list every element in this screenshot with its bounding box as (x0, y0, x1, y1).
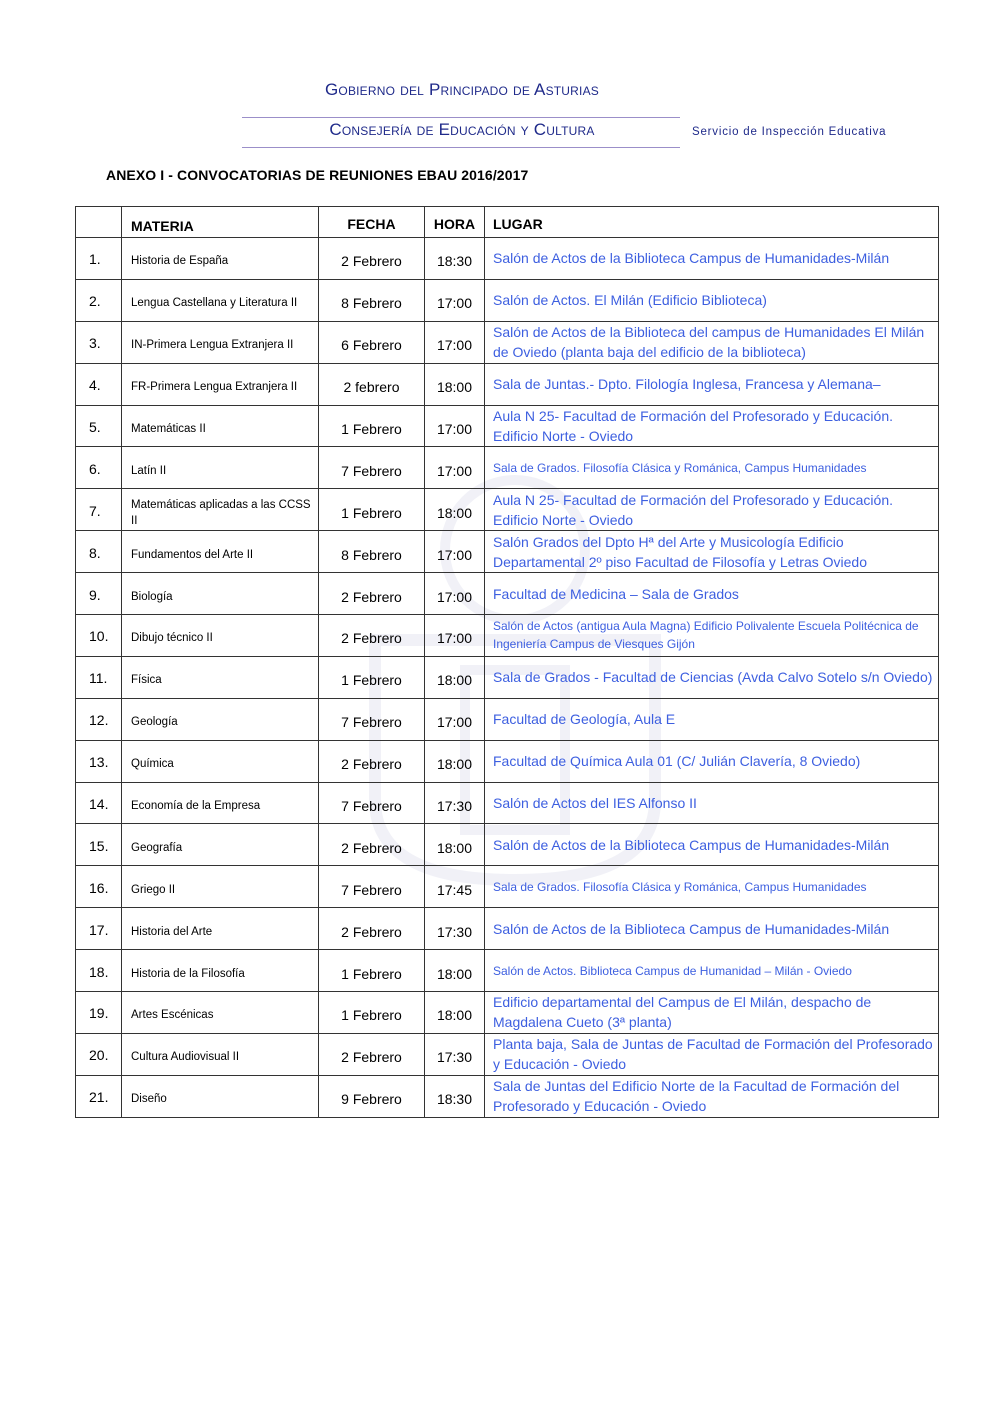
table-row (76, 824, 939, 866)
materia-cell: Biología (122, 573, 319, 615)
materia-cell: Historia de España (122, 238, 319, 280)
table-row (76, 782, 939, 824)
fecha-cell: 2 Febrero (319, 740, 425, 782)
row-number: 11. (76, 656, 122, 698)
table-row (76, 279, 939, 321)
hora-cell: 18:30 (425, 1075, 485, 1117)
government-title: Gobierno del Principado de Asturias (324, 80, 599, 99)
table-row (76, 573, 939, 615)
fecha-cell: 2 Febrero (319, 824, 425, 866)
fecha-cell: 1 Febrero (319, 656, 425, 698)
table-row (76, 238, 939, 280)
table-row (76, 531, 939, 573)
materia-cell: Geografía (122, 824, 319, 866)
row-number: 18. (76, 950, 122, 992)
column-header-hora: HORA (425, 207, 485, 238)
hora-cell: 18:00 (425, 824, 485, 866)
hora-cell: 17:00 (425, 279, 485, 321)
document-title: ANEXO I - CONVOCATORIAS DE REUNIONES EBAU 2016/2017 (106, 167, 529, 183)
materia-cell: Química (122, 740, 319, 782)
fecha-cell: 2 Febrero (319, 615, 425, 657)
row-number: 17. (76, 908, 122, 950)
fecha-cell: 9 Febrero (319, 1075, 425, 1117)
lugar-cell: Sala de Grados. Filosofía Clásica y Románica, Campus Humanidades (485, 866, 939, 908)
hora-cell: 17:45 (425, 866, 485, 908)
hora-cell: 17:00 (425, 405, 485, 447)
lugar-cell: Salón de Actos. Biblioteca Campus de Humanidad – Milán - Oviedo (485, 950, 939, 992)
table-row (76, 740, 939, 782)
row-number: 20. (76, 1033, 122, 1075)
row-number: 3. (76, 321, 122, 363)
hora-cell: 17:00 (425, 447, 485, 489)
table-row (76, 1033, 939, 1075)
lugar-cell: Salón de Actos del IES Alfonso II (485, 782, 939, 824)
hora-cell: 18:00 (425, 363, 485, 405)
lugar-cell: Aula N 25- Facultad de Formación del Profesorado y Educación. Edificio Norte - Oviedo (485, 405, 939, 447)
lugar-cell: Planta baja, Sala de Juntas de Facultad de Formación del Profesorado y Educación - Oviedo (485, 1033, 939, 1075)
materia-cell: FR-Primera Lengua Extranjera II (122, 363, 319, 405)
table-row (76, 656, 939, 698)
service-name: Servicio de Inspección Educativa (692, 126, 887, 138)
row-number: 1. (76, 238, 122, 280)
hora-cell: 17:00 (425, 531, 485, 573)
lugar-cell: Facultad de Medicina – Sala de Grados (485, 573, 939, 615)
lugar-cell: Salón Grados del Dpto Hª del Arte y Musicología Edificio Departamental 2º piso Facultad de Filosofía y Letras Oviedo (485, 531, 939, 573)
row-number: 8. (76, 531, 122, 573)
materia-cell: Cultura Audiovisual II (122, 1033, 319, 1075)
meetings-table (75, 206, 939, 1118)
materia-cell: Diseño (122, 1075, 319, 1117)
materia-cell: Lengua Castellana y Literatura II (122, 279, 319, 321)
column-header-lugar: LUGAR (485, 207, 939, 238)
materia-cell: Matemáticas II (122, 405, 319, 447)
hora-cell: 17:00 (425, 615, 485, 657)
fecha-cell: 1 Febrero (319, 992, 425, 1034)
row-number: 7. (76, 489, 122, 531)
materia-cell: Fundamentos del Arte II (122, 531, 319, 573)
table-row (76, 992, 939, 1034)
table-row (76, 866, 939, 908)
fecha-cell: 2 Febrero (319, 238, 425, 280)
row-number: 21. (76, 1075, 122, 1117)
table-row (76, 950, 939, 992)
materia-cell: Dibujo técnico II (122, 615, 319, 657)
fecha-cell: 7 Febrero (319, 866, 425, 908)
row-number: 5. (76, 405, 122, 447)
column-header-materia: MATERIA (122, 207, 319, 238)
table-row (76, 447, 939, 489)
table-row (76, 1075, 939, 1117)
fecha-cell: 2 Febrero (319, 573, 425, 615)
hora-cell: 18:00 (425, 740, 485, 782)
table-row (76, 489, 939, 531)
materia-cell: Física (122, 656, 319, 698)
lugar-cell: Facultad de Química Aula 01 (C/ Julián Clavería, 8 Oviedo) (485, 740, 939, 782)
fecha-cell: 8 Febrero (319, 279, 425, 321)
materia-cell: Matemáticas aplicadas a las CCSS II (122, 489, 319, 531)
materia-cell: Latín II (122, 447, 319, 489)
materia-cell: Geología (122, 698, 319, 740)
table-header-row (76, 207, 939, 238)
row-number: 13. (76, 740, 122, 782)
hora-cell: 17:30 (425, 908, 485, 950)
row-number: 14. (76, 782, 122, 824)
materia-cell: Griego II (122, 866, 319, 908)
hora-cell: 17:30 (425, 782, 485, 824)
lugar-cell: Salón de Actos. El Milán (Edificio Biblioteca) (485, 279, 939, 321)
table-row (76, 321, 939, 363)
lugar-cell: Sala de Grados. Filosofía Clásica y Románica, Campus Humanidades (485, 447, 939, 489)
materia-cell: Artes Escénicas (122, 992, 319, 1034)
row-number: 12. (76, 698, 122, 740)
fecha-cell: 2 Febrero (319, 908, 425, 950)
column-header-number (76, 207, 122, 238)
table-row (76, 615, 939, 657)
materia-cell: Economía de la Empresa (122, 782, 319, 824)
hora-cell: 17:00 (425, 321, 485, 363)
lugar-cell: Sala de Juntas.- Dpto. Filología Inglesa, Francesa y Alemana– (485, 363, 939, 405)
lugar-cell: Facultad de Geología, Aula E (485, 698, 939, 740)
fecha-cell: 1 Febrero (319, 489, 425, 531)
row-number: 4. (76, 363, 122, 405)
column-header-fecha: FECHA (319, 207, 425, 238)
lugar-cell: Salón de Actos de la Biblioteca del campus de Humanidades El Milán de Oviedo (planta baja del edificio de la biblioteca) (485, 321, 939, 363)
row-number: 9. (76, 573, 122, 615)
header-divider-bottom (242, 147, 680, 148)
table-row (76, 698, 939, 740)
hora-cell: 17:00 (425, 698, 485, 740)
row-number: 15. (76, 824, 122, 866)
lugar-cell: Salón de Actos (antigua Aula Magna) Edificio Polivalente Escuela Politécnica de Ingeniería Campus de Viesques Gijón (485, 615, 939, 657)
lugar-cell: Salón de Actos de la Biblioteca Campus de Humanidades-Milán (485, 908, 939, 950)
fecha-cell: 8 Febrero (319, 531, 425, 573)
fecha-cell: 2 febrero (319, 363, 425, 405)
lugar-cell: Aula N 25- Facultad de Formación del Profesorado y Educación. Edificio Norte - Oviedo (485, 489, 939, 531)
lugar-cell: Salón de Actos de la Biblioteca Campus de Humanidades-Milán (485, 824, 939, 866)
hora-cell: 18:30 (425, 238, 485, 280)
fecha-cell: 1 Febrero (319, 950, 425, 992)
fecha-cell: 2 Febrero (319, 1033, 425, 1075)
row-number: 10. (76, 615, 122, 657)
hora-cell: 17:00 (425, 573, 485, 615)
fecha-cell: 7 Febrero (319, 698, 425, 740)
fecha-cell: 6 Febrero (319, 321, 425, 363)
hora-cell: 17:30 (425, 1033, 485, 1075)
fecha-cell: 7 Febrero (319, 782, 425, 824)
fecha-cell: 7 Febrero (319, 447, 425, 489)
table-row (76, 363, 939, 405)
materia-cell: Historia del Arte (122, 908, 319, 950)
lugar-cell: Edificio departamental del Campus de El Milán, despacho de Magdalena Cueto (3ª planta) (485, 992, 939, 1034)
hora-cell: 18:00 (425, 656, 485, 698)
row-number: 16. (76, 866, 122, 908)
table-row (76, 908, 939, 950)
materia-cell: IN-Primera Lengua Extranjera II (122, 321, 319, 363)
hora-cell: 18:00 (425, 992, 485, 1034)
lugar-cell: Salón de Actos de la Biblioteca Campus de Humanidades-Milán (485, 238, 939, 280)
lugar-cell: Sala de Juntas del Edificio Norte de la Facultad de Formación del Profesorado y Educación - Oviedo (485, 1075, 939, 1117)
row-number: 2. (76, 279, 122, 321)
fecha-cell: 1 Febrero (319, 405, 425, 447)
materia-cell: Historia de la Filosofía (122, 950, 319, 992)
table-row (76, 405, 939, 447)
hora-cell: 18:00 (425, 489, 485, 531)
lugar-cell: Sala de Grados - Facultad de Ciencias (Avda Calvo Sotelo s/n Oviedo) (485, 656, 939, 698)
row-number: 19. (76, 992, 122, 1034)
header-divider-top (242, 117, 680, 118)
department-title: Consejería de Educación y Cultura (329, 120, 595, 139)
hora-cell: 18:00 (425, 950, 485, 992)
row-number: 6. (76, 447, 122, 489)
